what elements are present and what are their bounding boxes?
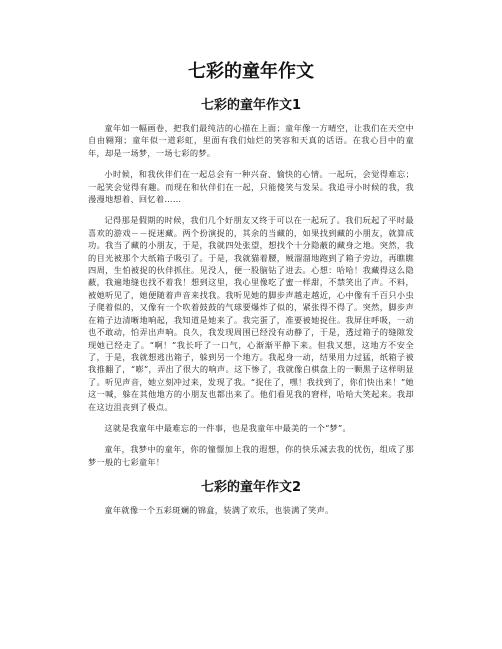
document-title: 七彩的童年作文 — [188, 61, 314, 82]
paragraph: 这就是我童年中最难忘的一件事，也是我童年中最美的一个“梦”。 — [104, 422, 352, 433]
paragraph: 童年就像一个五彩斑斓的锦盒，装满了欢乐，也装满了笑声。 — [104, 505, 334, 516]
paragraph: 小时候，和我伙伴们在一起总会有一种兴奋、愉快的心情。一起玩，会觉得难忘；一起笑会觉得有趣。而现在和伙伴们在一起，只能傻笑与发呆。我追寻小时候的我，我漫漫地想着、回忆着…… — [88, 169, 414, 205]
paragraph: 童年，我梦中的童年，你的憧憬加上我的遐想，你的快乐减去我的忧伤，组成了那梦一般的七彩童年！ — [88, 444, 414, 467]
section-heading: 七彩的童年作文2 — [200, 480, 302, 496]
section-heading: 七彩的童年作文1 — [200, 98, 302, 113]
paragraph: 记得那是假期的时候，我们几个好朋友又终于可以在一起玩了。我们玩起了平时最喜欢的游戏－－捉迷藏。两个扮演捉的，其余的当藏的，如果找到藏的小朋友，就算成功。我当了藏的小朋友，于是，我就四处张望，想找个十分隐蔽的藏身之地。突然，我的目光被那个大纸箱子吸引了。于是，我就猫着腰，贼溜溜地跑到了箱子旁边，再瞧瞧四周，生怕被捉的伙伴抓住。见没人，便一股脑钻了进去。心想：哈哈！我藏得这么隐蔽，我遍地缝也找不着我！想到这里，我心里像吃了蜜一样甜，不禁笑出了声。不料，被她听见了，她便随着声音来找我。我听见她的脚步声越走越近，心中像有千百只小虫子爬着似的，又像有一个吹着鼓鼓的气球要爆炸了似的，紧张得不得了。突然，脚步声在箱子边清晰地响起，我知道是她来了。我完蛋了，准要被她捉住。我屏住呼吸，一动也不敢动，怕弄出声响。良久，我发现周围已经没有动静了，于是，透过箱子的缝隙发现她已经走了。“啊！”我长吁了一口气，心渐渐平静下来。但我又想，这地方不安全了，于是，我就想逃出箱子，躲到另一个地方。我起身一动，结果用力过猛，纸箱子被我推翻了，“嘭”，弄出了很大的响声。这下惨了，我就像白棋盘上的一颗黑子这样明显了。听见声音，她立刻冲过来，发现了我。“捉住了，嘿！我找到了，你们快出来！”她这一喊，躲在其他地方的小朋友也都出来了。他们看见我的窘样，哈哈大笑起来。我却在这边沮丧到了极点。 — [88, 215, 414, 412]
essay-section-2 — [88, 478, 414, 516]
paragraph: 童年如一幅画卷，把我们最纯洁的心描在上面；童年像一方晴空，让我们在天空中自由翱翔；童年似一道彩虹，里面有我们灿烂的笑容和天真的话语。在我心目中的童年，却是一场梦，一场七彩的梦。 — [88, 123, 414, 158]
essay-section-1 — [88, 96, 414, 468]
